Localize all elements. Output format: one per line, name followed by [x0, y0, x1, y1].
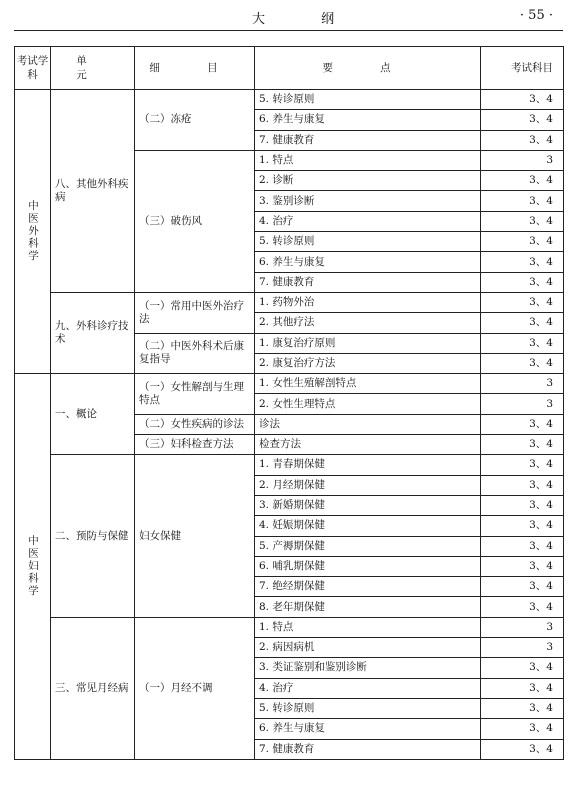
level-cell: 3、4 — [481, 597, 564, 617]
point-cell: 检查方法 — [255, 435, 481, 455]
table-row — [15, 617, 564, 637]
level-cell: 3 — [481, 617, 564, 637]
level-cell: 3、4 — [481, 577, 564, 597]
level-cell: 3、4 — [481, 475, 564, 495]
level-cell: 3、4 — [481, 272, 564, 292]
level-cell: 3、4 — [481, 232, 564, 252]
detail-cell: 妇女保健 — [135, 455, 255, 617]
point-cell: 2. 女性生理特点 — [255, 394, 481, 414]
level-cell: 3、4 — [481, 130, 564, 150]
header-points: 要 点 — [255, 47, 481, 90]
table-row — [15, 374, 564, 394]
level-cell: 3、4 — [481, 455, 564, 475]
level-cell: 3、4 — [481, 211, 564, 231]
header-subject: 考试学科 — [15, 47, 51, 90]
table-header-row — [15, 47, 564, 90]
subject-cell: 中医外科学 — [15, 90, 51, 374]
detail-cell: （二）冻疮 — [135, 90, 255, 151]
subject-cell: 中医妇科学 — [15, 374, 51, 760]
level-cell: 3、4 — [481, 333, 564, 353]
level-cell: 3、4 — [481, 719, 564, 739]
point-cell: 诊法 — [255, 414, 481, 434]
point-cell: 3. 类证鉴别和鉴别诊断 — [255, 658, 481, 678]
header-rule — [14, 30, 563, 31]
point-cell: 1. 特点 — [255, 150, 481, 170]
level-cell: 3、4 — [481, 353, 564, 373]
point-cell: 7. 绝经期保健 — [255, 577, 481, 597]
point-cell: 1. 特点 — [255, 617, 481, 637]
header-detail: 细 目 — [135, 47, 255, 90]
point-cell: 3. 新婚期保健 — [255, 495, 481, 515]
header-level: 考试科目 — [481, 47, 564, 90]
point-cell: 1. 女性生殖解剖特点 — [255, 374, 481, 394]
table-row — [15, 455, 564, 475]
detail-cell: （三）妇科检查方法 — [135, 435, 255, 455]
point-cell: 8. 老年期保健 — [255, 597, 481, 617]
point-cell: 2. 康复治疗方法 — [255, 353, 481, 373]
level-cell: 3、4 — [481, 556, 564, 576]
detail-cell: （一）女性解剖与生理特点 — [135, 374, 255, 415]
point-cell: 4. 治疗 — [255, 211, 481, 231]
detail-cell: （一）常用中医外治疗法 — [135, 292, 255, 333]
level-cell: 3、4 — [481, 516, 564, 536]
level-cell: 3 — [481, 150, 564, 170]
level-cell: 3、4 — [481, 495, 564, 515]
unit-cell: 九、外科诊疗技术 — [51, 292, 135, 373]
level-cell: 3、4 — [481, 252, 564, 272]
header-unit: 单 元 — [51, 47, 135, 90]
level-cell: 3、4 — [481, 191, 564, 211]
level-cell: 3、4 — [481, 739, 564, 759]
level-cell: 3、4 — [481, 658, 564, 678]
unit-cell: 三、常见月经病 — [51, 617, 135, 759]
syllabus-table — [14, 46, 564, 760]
level-cell: 3 — [481, 374, 564, 394]
level-cell: 3、4 — [481, 678, 564, 698]
point-cell: 6. 养生与康复 — [255, 110, 481, 130]
level-cell: 3、4 — [481, 313, 564, 333]
point-cell: 2. 病因病机 — [255, 638, 481, 658]
page-header — [0, 0, 575, 40]
point-cell: 7. 健康教育 — [255, 130, 481, 150]
detail-cell: （二）中医外科术后康复指导 — [135, 333, 255, 374]
point-cell: 5. 转诊原则 — [255, 698, 481, 718]
point-cell: 5. 转诊原则 — [255, 90, 481, 110]
level-cell: 3、4 — [481, 698, 564, 718]
level-cell: 3、4 — [481, 110, 564, 130]
level-cell: 3 — [481, 394, 564, 414]
point-cell: 2. 诊断 — [255, 171, 481, 191]
point-cell: 1. 药物外治 — [255, 292, 481, 312]
point-cell: 2. 月经期保健 — [255, 475, 481, 495]
level-cell: 3、4 — [481, 414, 564, 434]
detail-cell: （三）破伤风 — [135, 150, 255, 292]
point-cell: 6. 养生与康复 — [255, 719, 481, 739]
point-cell: 2. 其他疗法 — [255, 313, 481, 333]
level-cell: 3、4 — [481, 292, 564, 312]
point-cell: 1. 青春期保健 — [255, 455, 481, 475]
point-cell: 1. 康复治疗原则 — [255, 333, 481, 353]
detail-cell: （一）月经不调 — [135, 617, 255, 759]
level-cell: 3、4 — [481, 90, 564, 110]
unit-cell: 二、预防与保健 — [51, 455, 135, 617]
level-cell: 3、4 — [481, 536, 564, 556]
level-cell: 3、4 — [481, 435, 564, 455]
point-cell: 6. 养生与康复 — [255, 252, 481, 272]
point-cell: 7. 健康教育 — [255, 272, 481, 292]
table-row — [15, 292, 564, 312]
table-body — [15, 90, 564, 760]
point-cell: 3. 鉴别诊断 — [255, 191, 481, 211]
unit-cell: 一、概论 — [51, 374, 135, 455]
point-cell: 4. 妊娠期保健 — [255, 516, 481, 536]
point-cell: 6. 哺乳期保健 — [255, 556, 481, 576]
point-cell: 4. 治疗 — [255, 678, 481, 698]
header-title: 大 纲 — [252, 12, 361, 27]
page-number: · 55 · — [519, 8, 553, 23]
unit-cell: 八、其他外科疾病 — [51, 90, 135, 293]
point-cell: 5. 产褥期保健 — [255, 536, 481, 556]
table-row — [15, 90, 564, 110]
level-cell: 3 — [481, 638, 564, 658]
point-cell: 7. 健康教育 — [255, 739, 481, 759]
point-cell: 5. 转诊原则 — [255, 232, 481, 252]
level-cell: 3、4 — [481, 171, 564, 191]
detail-cell: （二）女性疾病的诊法 — [135, 414, 255, 434]
